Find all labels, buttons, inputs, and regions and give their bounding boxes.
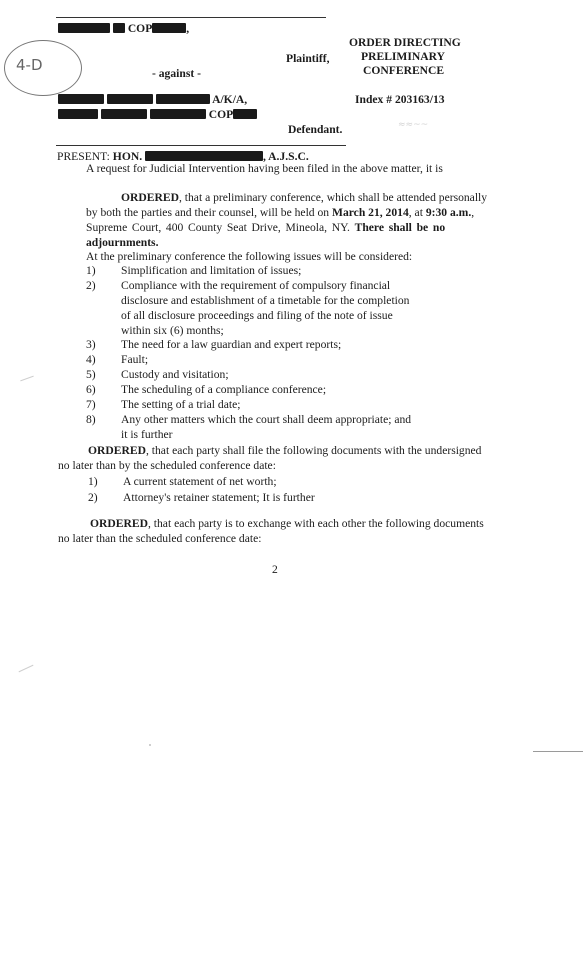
ordered-3-line2: no later than the scheduled conference date: [58, 532, 262, 545]
plaintiff-label: Plaintiff, [286, 52, 330, 65]
redaction-defendant-f [150, 109, 206, 119]
present-hon: HON. [112, 150, 143, 163]
redaction-defendant-a [58, 94, 104, 104]
issue-number: 3) [86, 338, 96, 351]
ordered-1-line1 [121, 191, 487, 205]
redaction-defendant-g [233, 109, 257, 119]
redaction-judge [145, 151, 263, 161]
issues-intro: At the preliminary conference the following issues will be considered: [86, 250, 413, 263]
redaction-defendant-b [107, 94, 153, 104]
scan-artifact-left-1 [20, 376, 33, 382]
plaintiff-name: COP [127, 22, 153, 35]
defendant-line2 [58, 108, 257, 122]
ordered-1-line3 [86, 221, 445, 235]
issue-text: The need for a law guardian and expert reports; [121, 338, 342, 351]
issue-text: it is further [121, 428, 173, 441]
ordered-2-keyword: ORDERED [88, 444, 146, 457]
order-title-line1: ORDER DIRECTING [349, 36, 461, 49]
defendant-aka: A/K/A, [212, 93, 248, 106]
plaintiff-line: COP , [58, 22, 189, 36]
caption-top-rule [56, 17, 326, 18]
present-label: PRESENT: [57, 150, 110, 163]
handwritten-mark: 4-D [16, 56, 43, 74]
scan-artifact-left-2 [19, 665, 34, 673]
ordered-1-keyword: ORDERED [121, 191, 179, 204]
conference-time: 9:30 a.m. [425, 206, 472, 219]
issue-text: Fault; [121, 353, 149, 366]
redaction-defendant-c [156, 94, 210, 104]
redaction-plaintiff-first [58, 23, 110, 33]
order-title-line2: PRELIMINARY [361, 50, 445, 63]
issue-text: Simplification and limitation of issues; [121, 264, 302, 277]
issue-text: of all disclosure proceedings and filing of the note of issue [121, 309, 393, 322]
issue-number: 7) [86, 398, 96, 411]
ordered-2-text1: , that each party shall file the following documents with the undersigned [145, 444, 482, 457]
against-label: - against - [152, 67, 201, 80]
ordered-1-text2a: by both the parties and their counsel, will be held on [86, 206, 332, 219]
caption-bottom-rule [56, 145, 346, 146]
issue-number: 6) [86, 383, 96, 396]
redaction-defendant-d [58, 109, 98, 119]
issue-number: 4) [86, 353, 96, 366]
document-text: A current statement of net worth; [123, 475, 277, 488]
ordered-2-line1 [88, 444, 481, 458]
ordered-1-line2 [86, 206, 474, 220]
ordered-1-text2c: , [471, 206, 475, 219]
ordered-3-line1 [90, 517, 484, 531]
redaction-plaintiff-initial [113, 23, 125, 33]
no-adjournments-a: There shall be no [354, 221, 446, 234]
issue-number: 5) [86, 368, 96, 381]
intro-sentence: A request for Judicial Intervention having been filed in the above matter, it is [86, 162, 443, 175]
redaction-defendant-e [101, 109, 147, 119]
index-number: Index # 203163/13 [355, 93, 445, 106]
ordered-3-keyword: ORDERED [90, 517, 148, 530]
faint-scribble: ≈≈~~ [398, 120, 429, 130]
ordered-3-text1: , that each party is to exchange with each other the following documents [147, 517, 484, 530]
order-title-line3: CONFERENCE [363, 64, 445, 77]
issue-number: 1) [86, 264, 96, 277]
conference-date: March 21, 2014 [332, 206, 409, 219]
document-number: 2) [88, 491, 98, 504]
ordered-1-text1: , that a preliminary conference, which shall be attended personally [178, 191, 488, 204]
issue-text: The scheduling of a compliance conference; [121, 383, 327, 396]
document-number: 1) [88, 475, 98, 488]
issue-text: The setting of a trial date; [121, 398, 241, 411]
issue-number: 8) [86, 413, 96, 426]
ordered-2-line2: no later than by the scheduled conference date: [58, 459, 276, 472]
issue-text: Compliance with the requirement of compulsory financial [121, 279, 391, 292]
no-adjournments-b: adjournments. [86, 236, 159, 249]
present-suffix: , A.J.S.C. [263, 150, 309, 163]
ordered-1-text3a: Supreme Court, 400 County Seat Drive, Mineola, NY. [86, 221, 355, 234]
ordered-1-text2b: , at [408, 206, 426, 219]
issue-number: 2) [86, 279, 96, 292]
defendant-label: Defendant. [288, 123, 343, 136]
issue-text: Custody and visitation; [121, 368, 229, 381]
scan-artifact-bottom-right [533, 751, 583, 752]
scan-artifact-dot [149, 744, 151, 746]
defendant-line1 [58, 93, 247, 107]
defendant-name: COP [208, 108, 234, 121]
document-text: Attorney's retainer statement; It is further [123, 491, 315, 504]
issue-text: disclosure and establishment of a timetable for the completion [121, 294, 410, 307]
page-number: 2 [272, 563, 278, 576]
issue-text: within six (6) months; [121, 324, 224, 337]
redaction-plaintiff-last [152, 23, 186, 33]
issue-text: Any other matters which the court shall deem appropriate; and [121, 413, 412, 426]
